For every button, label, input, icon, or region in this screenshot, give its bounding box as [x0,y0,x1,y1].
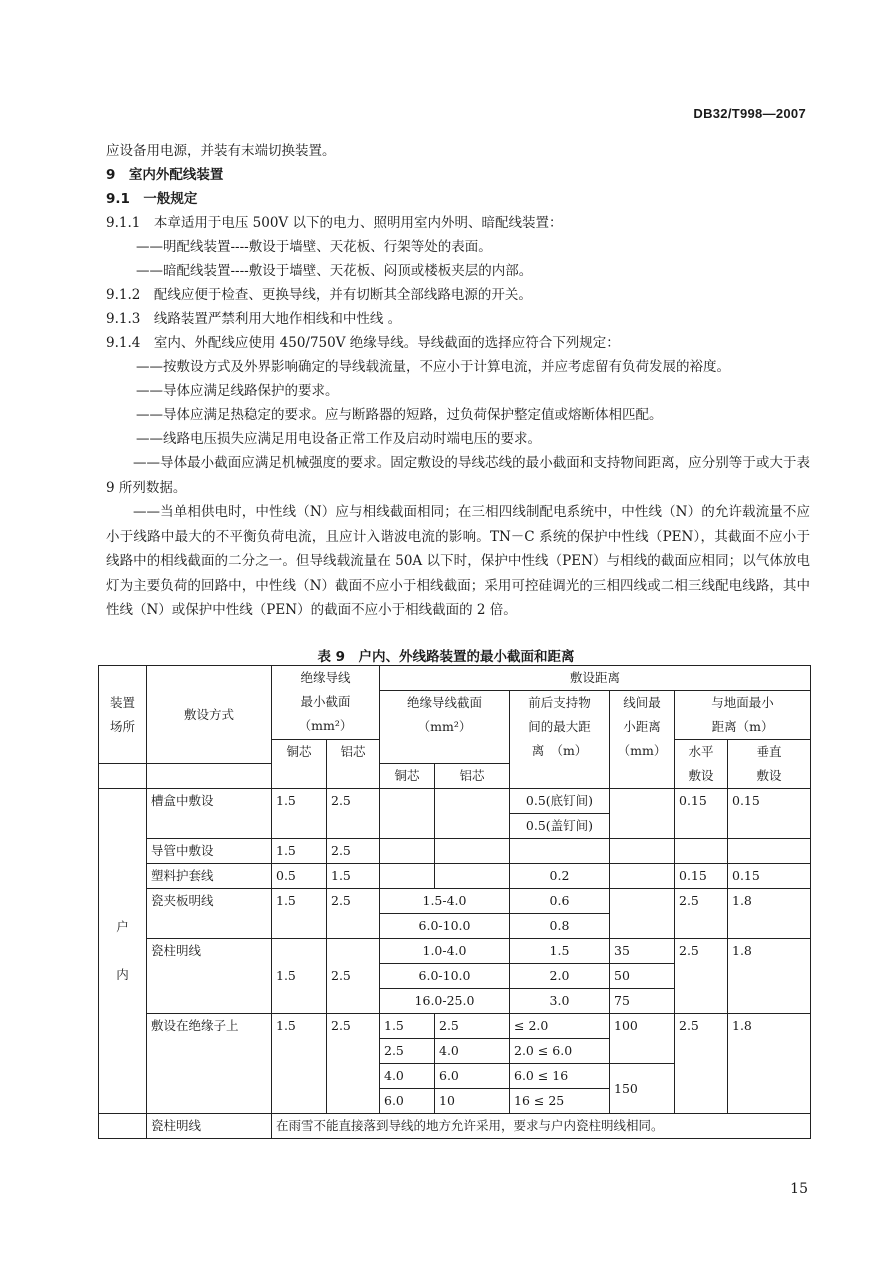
table-cell: 1.5 [272,939,327,1014]
clause-9-1-4-item-d: ——线路电压损失应满足用电设备正常工作及启动时端电压的要求。 [136,431,541,447]
table-cell: 1.8 [728,939,811,1014]
table-cell: 0.5(底钉间) [510,789,610,814]
section-title: 9 室内外配线装置 [106,167,224,183]
subsection-title: 9.1 一般规定 [106,191,198,207]
method-trunking: 槽盒中敷设 [147,789,272,839]
table-cell: 2.5 [675,889,728,939]
header-laying-distance: 敷设距离 [380,666,811,691]
table-cell: 6.0 ≤ 16 [510,1064,610,1089]
header-vertical: 垂直 敷设 [728,740,811,789]
table-cell: 2.5 [435,1014,510,1039]
table-cell: 2.5 [380,1039,435,1064]
clause-9-1-4: 9.1.4 室内、外配线应使用 450/750V 绝缘导线。导线截面的选择应符合下列规定： [106,335,620,351]
clause-9-1-4-item-e: ——导体最小截面应满足机械强度的要求。固定敷设的导线芯线的最小截面和支持物间距离，应分别等于或大于表 9 所列数据。 [106,455,810,496]
table-cell: 2.5 [327,789,380,839]
method-conduit: 导管中敷设 [147,839,272,864]
table-cell: 100 [610,1014,675,1064]
header-copper: 铜芯 [272,740,327,789]
table-cell: 0.5 [272,864,327,889]
table-cell: 1.5 [380,1014,435,1039]
method-porcelain-post: 瓷柱明线 [147,939,272,1014]
header-insulated-min-section: 绝缘导线 最小截面 （mm²） [272,666,380,740]
table-cell: 2.5 [327,939,380,1014]
table-cell: 2.0 ≤ 6.0 [510,1039,610,1064]
table-cell: 1.5 [327,864,380,889]
table-cell: 1.5 [272,1014,327,1114]
method-sheathed-cable: 塑料护套线 [147,864,272,889]
table-cell: 2.0 [510,964,610,989]
table-cell: 16.0-25.0 [380,989,510,1014]
method-insulator: 敷设在绝缘子上 [147,1014,272,1114]
header-line-gap: 线间最 小距离 （mm） [610,691,675,789]
table-cell: 150 [610,1064,675,1114]
table-cell: 6.0-10.0 [380,964,510,989]
clause-9-1-3: 9.1.3 线路装置严禁利用大地作相线和中性线 。 [106,311,402,327]
header-ground-distance: 与地面最小 距离（m） [675,691,811,740]
table-cell: 0.8 [510,914,610,939]
table-cell: 0.2 [510,864,610,889]
table-cell: 10 [435,1089,510,1114]
table-cell: 6.0 [380,1089,435,1114]
table-cell: 1.5 [272,789,327,839]
clause-9-1-4-item-c: ——导体应满足热稳定的要求。应与断路器的短路，过负荷保护整定值或熔断体相匹配。 [136,407,663,423]
indoor-label: 户 内 [99,789,147,1114]
text-line-backup-power: 应设备用电源，并装有末端切换装置。 [106,143,336,159]
table-cell: 1.5-4.0 [380,889,510,914]
header-place: 装置 场所 [99,666,147,764]
table-cell: 0.5(盖钉间) [510,814,610,839]
table-cell: 4.0 [435,1039,510,1064]
min-section-table [98,665,811,1139]
table-cell: 2.5 [675,1014,728,1114]
standard-code: DB32/T998—2007 [693,106,806,121]
table-cell: 1.8 [728,1014,811,1114]
table-cell: 0.15 [675,789,728,839]
clause-9-1-1-item-b: ——暗配线装置----敷设于墙壁、天花板、闷顶或楼板夹层的内部。 [136,263,533,279]
table-cell: 1.5 [272,889,327,939]
header-aluminum-2: 铝芯 [435,764,510,789]
table-cell: 1.8 [728,889,811,939]
outdoor-note: 在雨雪不能直接落到导线的地方允许采用，要求与户内瓷柱明线相同。 [272,1114,811,1139]
clause-9-1-4-item-b: ——导体应满足线路保护的要求。 [136,383,339,399]
table-cell: 0.15 [675,864,728,889]
table-caption: 表 9 户内、外线路装置的最小截面和距离 [317,649,575,665]
table-cell: 50 [610,964,675,989]
table-cell: 0.15 [728,864,811,889]
header-conductor-section: 绝缘导线截面 （mm²） [380,691,510,764]
table-cell: 0.15 [728,789,811,839]
table-cell: 0.6 [510,889,610,914]
table-cell: 1.0-4.0 [380,939,510,964]
clause-9-1-2: 9.1.2 配线应便于检查、更换导线，并有切断其全部线路电源的开关。 [106,287,532,303]
table-cell: ≤ 2.0 [510,1014,610,1039]
clause-9-1-1: 9.1.1 本章适用于电压 500V 以下的电力、照明用室内外明、暗配线装置： [106,215,563,231]
table-cell: 2.5 [327,1014,380,1114]
method-porcelain-post-outdoor: 瓷柱明线 [147,1114,272,1139]
clause-9-1-1-item-a: ——明配线装置----敷设于墙壁、天花板、行架等处的表面。 [136,239,492,255]
table-cell: 1.5 [510,939,610,964]
table-cell: 35 [610,939,675,964]
table-cell: 2.5 [327,839,380,864]
header-support-span: 前后支持物 间的最大距 离 （m） [510,691,610,789]
table-cell: 2.5 [327,889,380,939]
header-copper-2: 铜芯 [380,764,435,789]
table-cell: 1.5 [272,839,327,864]
clause-9-1-4-item-f: ——当单相供电时，中性线（N）应与相线截面相同；在三相四线制配电系统中，中性线（N）的允许载流量不应小于线路中最大的不平衡负荷电流，且应计入谐波电流的影响。TN－C 系统的保护中性线（PEN），其截面不应小于线路中的相线截面的二分之一。但导线载流量在 50A 以下时，保护中性线（PEN）与相线的截面应相同；以气体放电灯为主要负荷的回路中，中性线（N）截面不应小于相线截面；采用可控硅调光的三相四线或二相三线配电线路，其中性线（N）或保护中性线（PEN）的截面不应小于相线截面的 2 倍。 [106,504,810,618]
table-cell: 3.0 [510,989,610,1014]
method-porcelain-clamp: 瓷夹板明线 [147,889,272,939]
table-cell: 75 [610,989,675,1014]
header-aluminum: 铝芯 [327,740,380,789]
header-method: 敷设方式 [147,666,272,764]
header-horizontal: 水平 敷设 [675,740,728,789]
table-cell: 2.5 [675,939,728,1014]
page-number: 15 [790,1181,808,1197]
table-cell: 6.0-10.0 [380,914,510,939]
table-cell: 4.0 [380,1064,435,1089]
table-cell: 16 ≤ 25 [510,1089,610,1114]
table-cell: 6.0 [435,1064,510,1089]
clause-9-1-4-item-a: ——按敷设方式及外界影响确定的导线载流量，不应小于计算电流，并应考虑留有负荷发展的裕度。 [136,359,730,375]
